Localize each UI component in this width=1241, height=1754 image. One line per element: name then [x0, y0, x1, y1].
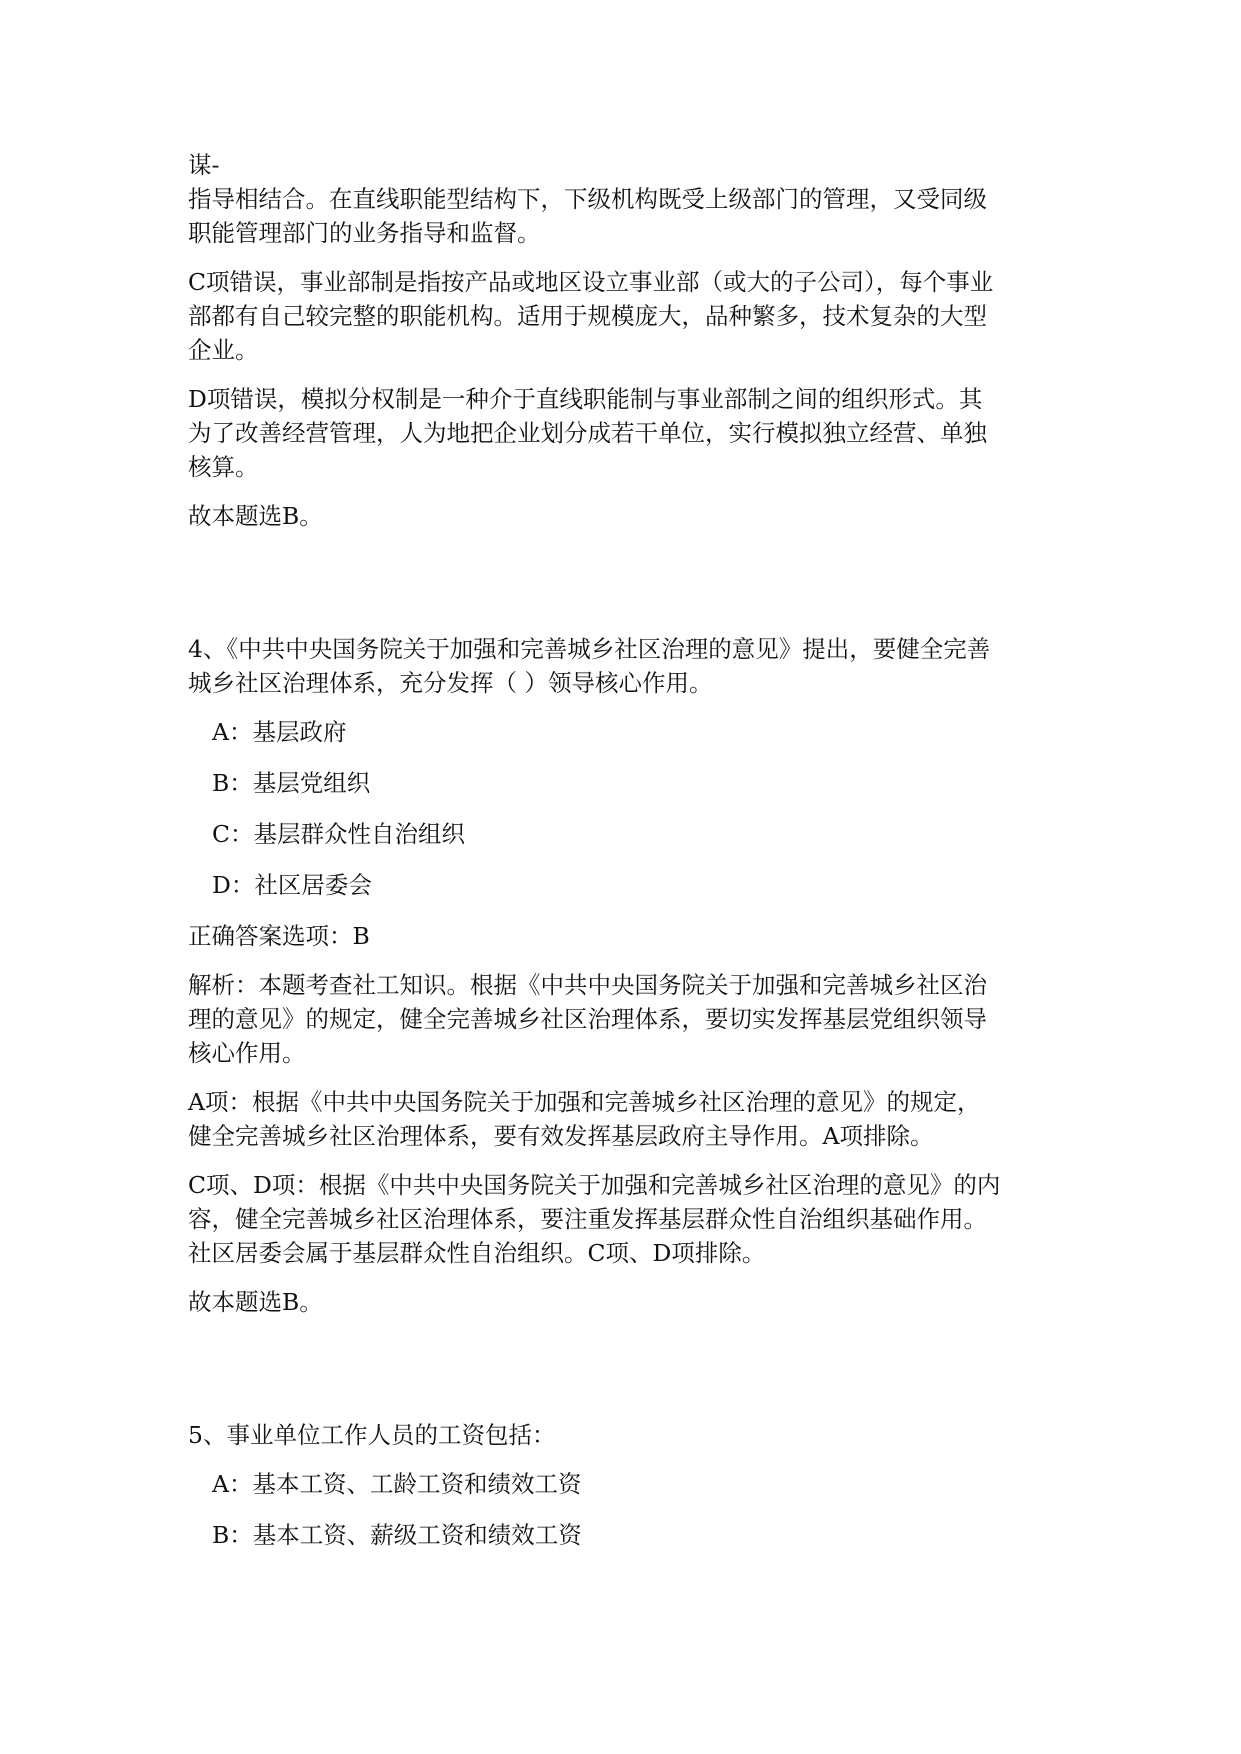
- text-line: 容，健全完善城乡社区治理体系，要注重发挥基层群众性自治组织基础作用。: [188, 1205, 987, 1233]
- question-4-option-c: C：基层群众性自治组织: [212, 820, 465, 848]
- explanation-paragraph-1: [188, 148, 1068, 250]
- text-line: 4、《中共中央国务院关于加强和完善城乡社区治理的意见》提出，要健全完善: [188, 635, 991, 663]
- text-line: 企业。: [188, 336, 259, 364]
- text-line: 核算。: [188, 453, 259, 481]
- text-line: 理的意见》的规定，健全完善城乡社区治理体系，要切实发挥基层党组织领导: [188, 1005, 987, 1033]
- text-line: 为了改善经营管理，人为地把企业划分成若干单位，实行模拟独立经营、单独: [188, 419, 987, 447]
- text-line: 城乡社区治理体系，充分发挥（ ）领导核心作用。: [188, 669, 713, 697]
- text-line: 指导相结合。在直线职能型结构下，下级机构既受上级部门的管理，又受同级: [188, 185, 987, 213]
- question-4-a-item: [188, 1085, 1068, 1153]
- text-line: 社区居委会属于基层群众性自治组织。C项、D项排除。: [188, 1239, 766, 1267]
- explanation-conclusion: [188, 499, 1068, 533]
- explanation-paragraph-c: [188, 265, 1068, 367]
- question-5-option-b: B：基本工资、薪级工资和绩效工资: [212, 1521, 582, 1549]
- text-line: 健全完善城乡社区治理体系，要有效发挥基层政府主导作用。A项排除。: [188, 1122, 934, 1150]
- text-line: 故本题选B。: [188, 502, 323, 530]
- section-gap: [188, 548, 1068, 632]
- text-line: D项错误，模拟分权制是一种介于直线职能制与事业部制之间的组织形式。其: [188, 385, 983, 413]
- text-line: 职能管理部门的业务指导和监督。: [188, 219, 541, 247]
- text-line: 5、事业单位工作人员的工资包括：: [188, 1421, 556, 1449]
- text-line: 部都有自己较完整的职能机构。适用于规模庞大，品种繁多，技术复杂的大型: [188, 302, 987, 330]
- text-line: A项：根据《中共中央国务院关于加强和完善城乡社区治理的意见》的规定，: [188, 1088, 981, 1116]
- text-line: 故本题选B。: [188, 1288, 323, 1316]
- question-4-option-a: A：基层政府: [212, 718, 347, 746]
- explanation-paragraph-d: [188, 382, 1068, 484]
- text-line: C项、D项：根据《中共中央国务院关于加强和完善城乡社区治理的意见》的内: [188, 1171, 1001, 1199]
- question-4-answer: 正确答案选项：B: [188, 922, 370, 950]
- question-4-conclusion: [188, 1285, 1068, 1319]
- question-4-option-d: D：社区居委会: [212, 871, 372, 899]
- question-4-analysis: [188, 968, 1068, 1070]
- text-line: 核心作用。: [188, 1039, 306, 1067]
- text-line: 解析：本题考查社工知识。根据《中共中央国务院关于加强和完善城乡社区治: [188, 971, 987, 999]
- section-gap: [188, 1334, 1068, 1418]
- text-line: 谋-: [188, 151, 220, 179]
- question-5-stem: [188, 1418, 1068, 1452]
- question-5-option-a: A：基本工资、工龄工资和绩效工资: [212, 1470, 582, 1498]
- text-line: C项错误，事业部制是指按产品或地区设立事业部（或大的子公司），每个事业: [188, 268, 994, 296]
- document-page: [188, 148, 1068, 1569]
- question-4-cd-item: [188, 1168, 1068, 1270]
- question-4-option-b: B：基层党组织: [212, 769, 371, 797]
- question-4-stem: [188, 632, 1068, 700]
